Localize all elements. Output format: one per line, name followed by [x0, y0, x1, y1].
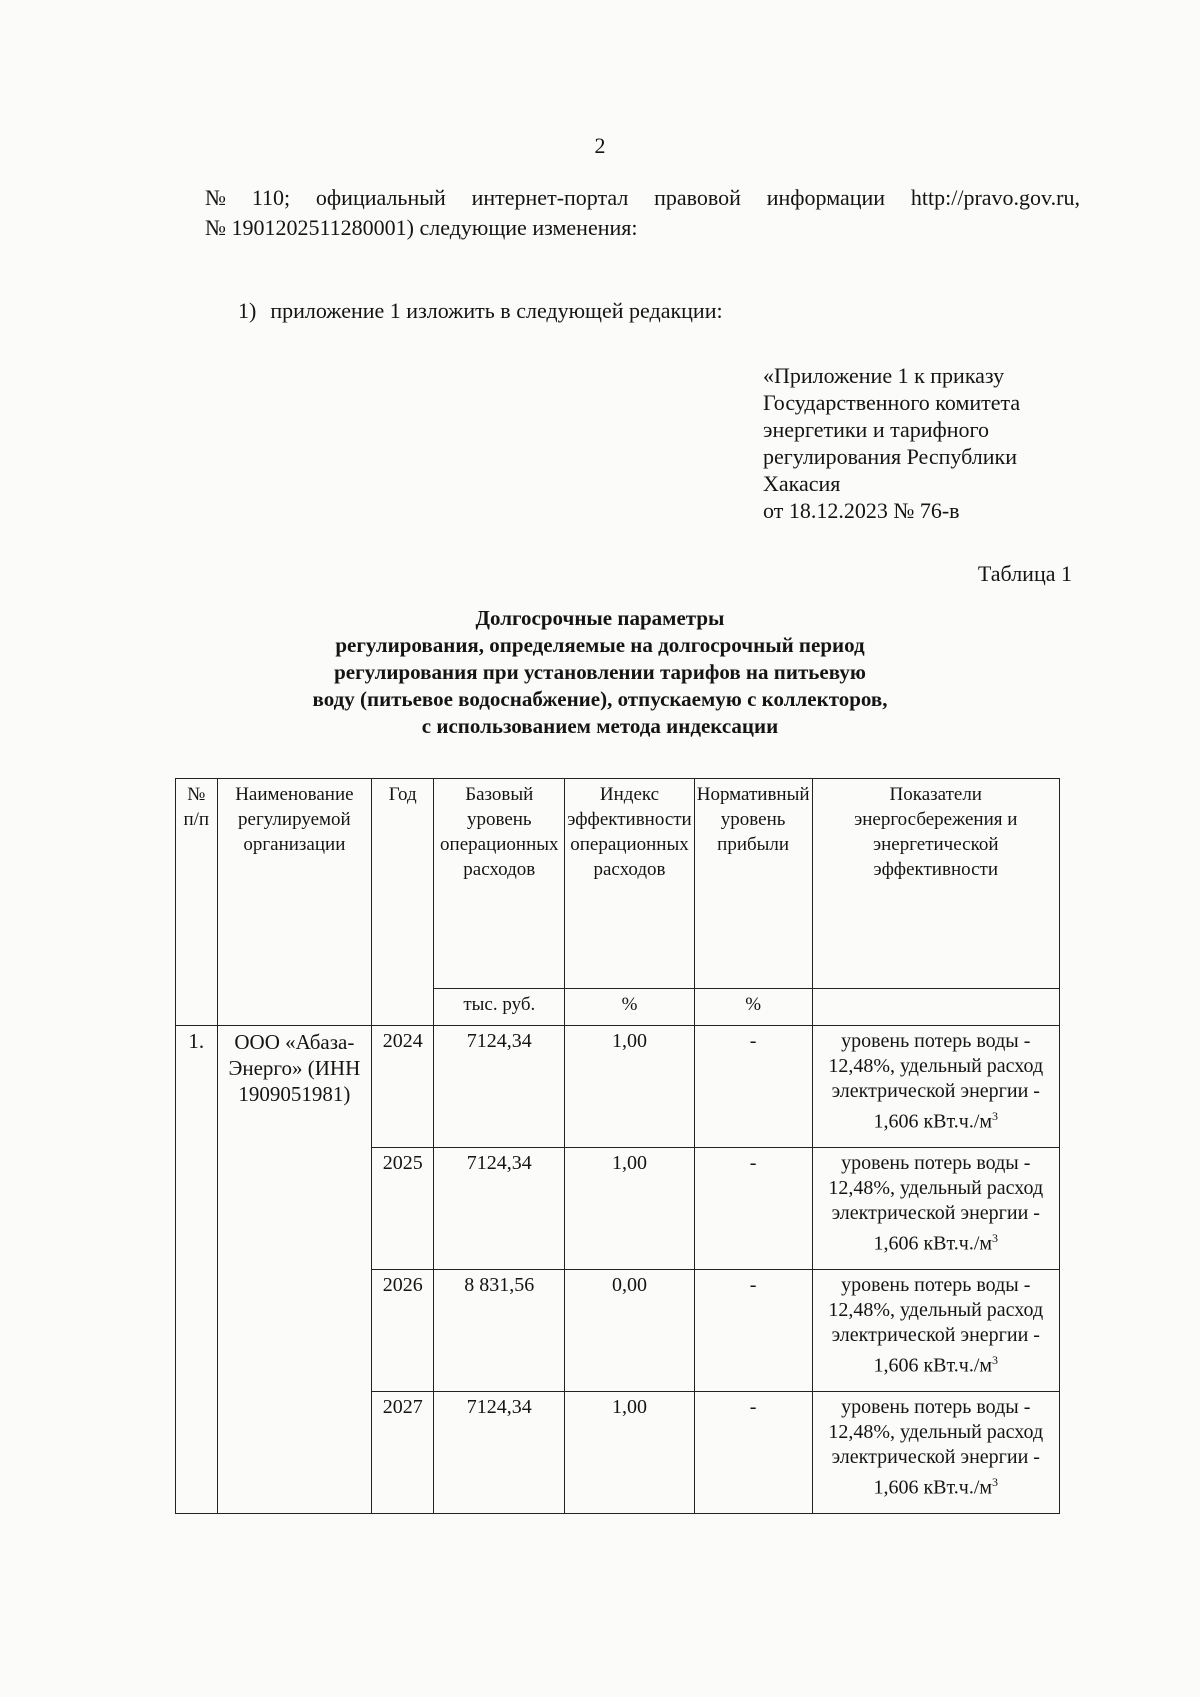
cell-indicators: [812, 1148, 1059, 1270]
header-profit-level: Нормативный уровень прибыли: [694, 779, 812, 989]
cell-base: 7124,34: [434, 1148, 565, 1270]
table-title: [0, 605, 1200, 740]
cell-base: 8 831,56: [434, 1270, 565, 1392]
header-organization: Наименование регулируемой организации: [217, 779, 372, 1026]
unit-index: %: [565, 989, 694, 1026]
appendix-line: от 18.12.2023 № 76-в: [763, 498, 960, 523]
header-indicators: Показатели энергосбережения и энергетической эффективности: [812, 779, 1059, 989]
header-base-level: Базовый уровень операционных расходов: [434, 779, 565, 989]
unit-exponent: 3: [992, 1475, 999, 1489]
row-number: 1.: [176, 1026, 218, 1514]
cell-indicators: [812, 1026, 1059, 1148]
intro-word: информации: [766, 185, 886, 210]
cell-index: 0,00: [565, 1270, 694, 1392]
title-line: Долгосрочные параметры: [475, 606, 725, 630]
cell-year: 2025: [372, 1148, 434, 1270]
table-header-row: [176, 779, 1060, 989]
appendix-line: «Приложение 1 к приказу: [763, 363, 1005, 388]
header-efficiency-index: Индекс эффективности операционных расходов: [565, 779, 694, 989]
cell-indicators: [812, 1392, 1059, 1514]
unit-exponent: 3: [992, 1231, 999, 1245]
organization-name: ООО «Абаза-Энерго» (ИНН 1909051981): [217, 1026, 372, 1514]
appendix-line: Государственного комитета: [763, 390, 1021, 415]
intro-word: 110;: [251, 185, 291, 210]
unit-exponent: 3: [992, 1109, 999, 1123]
table-row: [176, 1026, 1060, 1148]
list-item-text: приложение 1 изложить в следующей редакции:: [270, 298, 723, 323]
cell-profit: -: [694, 1026, 812, 1148]
cell-year: 2027: [372, 1392, 434, 1514]
cell-profit: -: [694, 1270, 812, 1392]
indicator-text: уровень потерь воды - 12,48%, удельный расход электрической энергии - 1,606 кВт.ч./м: [828, 1152, 1044, 1255]
appendix-line: энергетики и тарифного: [763, 417, 990, 442]
header-year: Год: [372, 779, 434, 1026]
indicator-text: уровень потерь воды - 12,48%, удельный расход электрической энергии - 1,606 кВт.ч./м: [828, 1396, 1044, 1499]
title-line: воду (питьевое водоснабжение), отпускаемую с коллекторов,: [312, 687, 888, 711]
unit-exponent: 3: [992, 1353, 999, 1367]
cell-base: 7124,34: [434, 1392, 565, 1514]
title-line: регулирования при установлении тарифов на питьевую: [334, 660, 866, 684]
cell-profit: -: [694, 1148, 812, 1270]
intro-word-link: http://pravo.gov.ru,: [910, 185, 1080, 210]
cell-index: 1,00: [565, 1026, 694, 1148]
indicator-text: уровень потерь воды - 12,48%, удельный расход электрической энергии - 1,606 кВт.ч./м: [828, 1030, 1044, 1133]
intro-paragraph: [205, 183, 1080, 243]
page-number: 2: [594, 133, 606, 158]
cell-profit: -: [694, 1392, 812, 1514]
unit-indicators: [812, 989, 1059, 1026]
intro-word: №: [205, 185, 226, 210]
appendix-reference: [763, 362, 1020, 524]
appendix-line: регулирования Республики: [763, 444, 1017, 469]
table-label: Таблица 1: [977, 561, 1072, 586]
cell-year: 2026: [372, 1270, 434, 1392]
cell-indicators: [812, 1270, 1059, 1392]
cell-base: 7124,34: [434, 1026, 565, 1148]
title-line: с использованием метода индексации: [421, 714, 779, 738]
cell-index: 1,00: [565, 1148, 694, 1270]
list-item: [238, 298, 723, 324]
header-num: № п/п: [176, 779, 218, 1026]
title-line: регулирования, определяемые на долгосрочный период: [335, 633, 865, 657]
intro-word: интернет-портал: [471, 185, 629, 210]
indicator-text: уровень потерь воды - 12,48%, удельный расход электрической энергии - 1,606 кВт.ч./м: [828, 1274, 1044, 1377]
unit-profit: %: [694, 989, 812, 1026]
intro-line-2: № 1901202511280001) следующие изменения:: [205, 215, 638, 240]
cell-year: 2024: [372, 1026, 434, 1148]
unit-base: тыс. руб.: [434, 989, 565, 1026]
intro-line-1: [205, 183, 1080, 213]
intro-word: официальный: [315, 185, 446, 210]
cell-index: 1,00: [565, 1392, 694, 1514]
parameters-table: [175, 778, 1060, 1514]
list-item-number: 1): [238, 298, 257, 323]
appendix-line: Хакасия: [763, 471, 841, 496]
intro-word: правовой: [654, 185, 741, 210]
